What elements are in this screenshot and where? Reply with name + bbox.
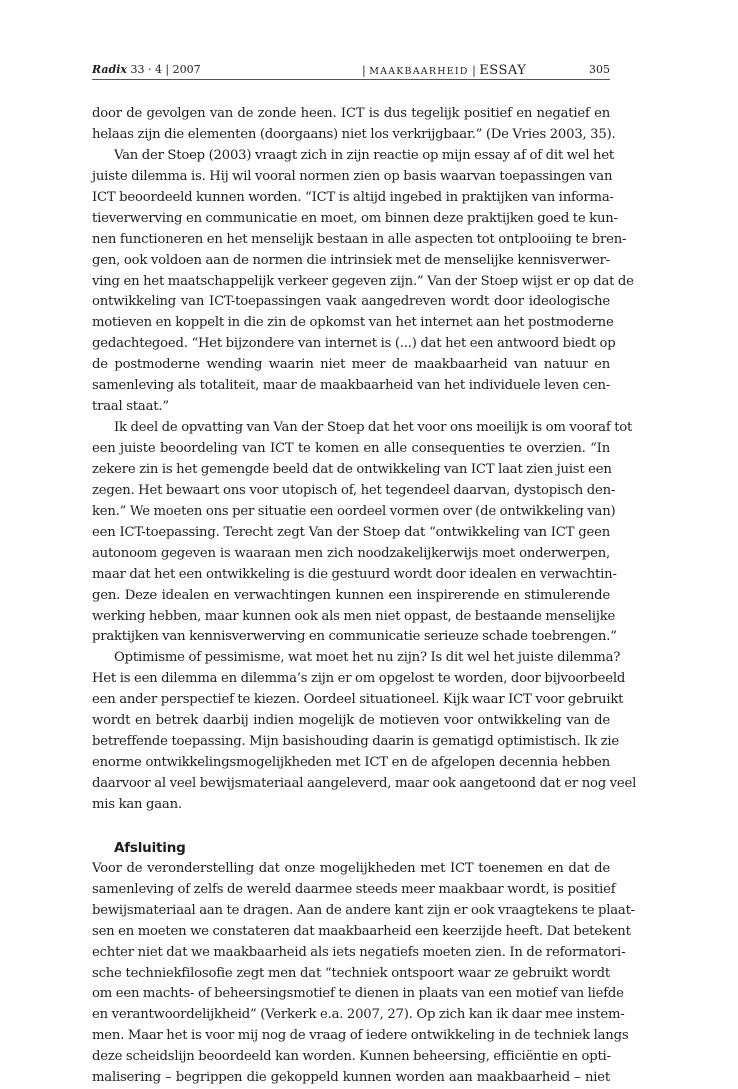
page-number: 305 [589,63,610,76]
text-line: een ICT-toepassing. Terecht zegt Van der Stoep dat “ontwikkeling van ICT geen [92,524,610,540]
text-line: Ik deel de opvatting van Van der Stoep dat het voor ons moeilijk is om vooraf tot [114,420,633,436]
volume-issue: 33 · 4 | 2007 [130,63,201,76]
section-prefix: | [362,64,370,77]
text-line: traal staat.” [92,399,169,415]
text-line: juiste dilemma is. Hij wil vooral normen zien op basis waarvan toepassingen van [92,168,613,184]
paragraph-1 [92,104,616,146]
text-line: gedachtegoed. “Het bijzondere van internet is (...) dat het een antwoord biedt op [92,336,616,352]
section-label [362,63,526,78]
paragraph-4 [92,648,637,816]
text-line: mis kan gaan. [92,796,182,812]
text-line: de postmoderne wending waarin niet meer de maakbaarheid van natuur en [92,357,610,373]
text-line: samenleving als totaliteit, maar de maakbaarheid van het individuele leven cen- [92,378,610,394]
text-line: gen, ook voldoen aan de normen die intrinsiek met de menselijke kennisverwer- [92,252,610,268]
section-heading: Afsluiting [114,839,186,856]
text-line: ken.” We moeten ons per situatie een oordeel vormen over (de ontwikkeling van) [92,503,616,519]
text-line: ICT beoordeeld kunnen worden. “ICT is altijd ingebed in praktijken van informa- [92,189,614,205]
text-line: praktijken van kennisverwerving en communicatie serieuze schade toebrengen.” [92,629,617,645]
text-line: sen en moeten we constateren dat maakbaarheid een keerzijde heeft. Dat betekent [92,923,631,939]
text-line: malisering – begrippen die gekoppeld kunnen worden aan maakbaarheid – niet [92,1070,610,1086]
text-line: Van der Stoep (2003) vraagt zich in zijn reactie op mijn essay af of dit wel het [114,147,615,163]
text-line: Het is een dilemma en dilemma’s zijn er om opgelost te worden, door bijvoorbeeld [92,671,626,687]
text-line: bewijsmateriaal aan te dragen. Aan de andere kant zijn er ook vraagtekens te plaat- [92,902,635,918]
text-line: om een machts- of beheersingsmotief te dienen in plaats van een motief van liefde [92,986,624,1002]
text-line: ving en het maatschappelijk verkeer gegeven zijn.” Van der Stoep wijst er op dat de [92,273,634,289]
section-paragraph [92,859,635,1089]
text-line: werking hebben, maar kunnen ook als men niet oppast, de bestaande menselijke [92,608,616,624]
text-line: zegen. Het bewaart ons voor utopisch of, het tegendeel daarvan, dystopisch den- [92,482,616,498]
text-line: sche techniekfilosofie zegt men dat “techniek ontspoort waar ze gebruikt wordt [92,965,610,981]
text-line: motieven en koppelt in die zin de opkomst van het internet aan het postmoderne [92,315,614,331]
text-line: wordt en betrek daarbij indien mogelijk de motieven voor ontwikkeling van de [92,713,610,729]
text-line: betreffende toepassing. Mijn basishouding daarin is gematigd optimistisch. Ik zie [92,734,619,750]
text-line: zekere zin is het gemengde beeld dat de ontwikkeling van ICT laat zien juist een [92,461,612,477]
paragraph-3 [92,418,633,648]
text-line: echter niet dat we maakbaarheid als iets negatiefs moeten zien. In de reformatori- [92,944,626,960]
text-line: samenleving of zelfs de wereld daarmee steeds meer maakbaar wordt, is positief [92,881,616,897]
section-type: ESSAY [479,63,527,78]
body-text [92,104,637,1089]
section-theme: MAAKBAARHEID [369,66,469,77]
text-line: autonoom gegeven is waaraan men zich noodzakelijkerwijs moet onderwerpen, [92,545,610,561]
section-spacer [92,816,610,838]
paragraph-2 [92,146,634,418]
text-line: helaas zijn die elementen (doorgaans) niet los verkrijgbaar.” (De Vries 2003, 35). [92,126,616,142]
text-line: enorme ontwikkelingsmogelijkheden met ICT en de afgelopen decennia hebben [92,755,610,771]
journal-citation [92,63,201,76]
text-line: daarvoor al veel bewijsmateriaal aangeleverd, maar ook aangetoond dat er nog veel [92,776,637,791]
text-line: Optimisme of pessimisme, wat moet het nu zijn? Is dit wel het juiste dilemma? [114,650,621,666]
text-line: een ander perspectief te kiezen. Oordeel situationeel. Kijk waar ICT voor gebruikt [92,692,624,708]
header-rule [92,79,610,80]
text-line: en verantwoordelijkheid” (Verkerk e.a. 2007, 27). Op zich kan ik daar mee instem- [92,1007,625,1023]
running-header [92,60,610,80]
text-line: ontwikkeling van ICT-toepassingen vaak aangedreven wordt door ideologische [92,294,610,310]
text-line: maar dat het een ontwikkeling is die gestuurd wordt door idealen en verwachtin- [92,566,617,582]
text-line: nen functioneren en het menselijk bestaan in alle aspecten tot ontplooiing te bren- [92,231,627,247]
text-line: tieverwerving en communicatie en moet, om binnen deze praktijken goed te kun- [92,210,618,226]
text-line: men. Maar het is voor mij nog de vraag of iedere ontwikkeling in de techniek langs [92,1028,629,1044]
text-line: door de gevolgen van de zonde heen. ICT is dus tegelijk positief en negatief en [92,106,610,121]
text-line: deze scheidslijn beoordeeld kan worden. Kunnen beheersing, efficiëntie en opti- [92,1049,611,1065]
journal-name: Radix [92,63,127,76]
text-line: een juiste beoordeling van ICT te komen en alle consequenties te overzien. “In [92,441,610,456]
text-line: Voor de veronderstelling dat onze mogelijkheden met ICT toenemen en dat de [92,860,610,876]
section-separator: | [468,64,480,77]
text-line: gen. Deze idealen en verwachtingen kunnen een inspirerende en stimulerende [92,587,610,603]
